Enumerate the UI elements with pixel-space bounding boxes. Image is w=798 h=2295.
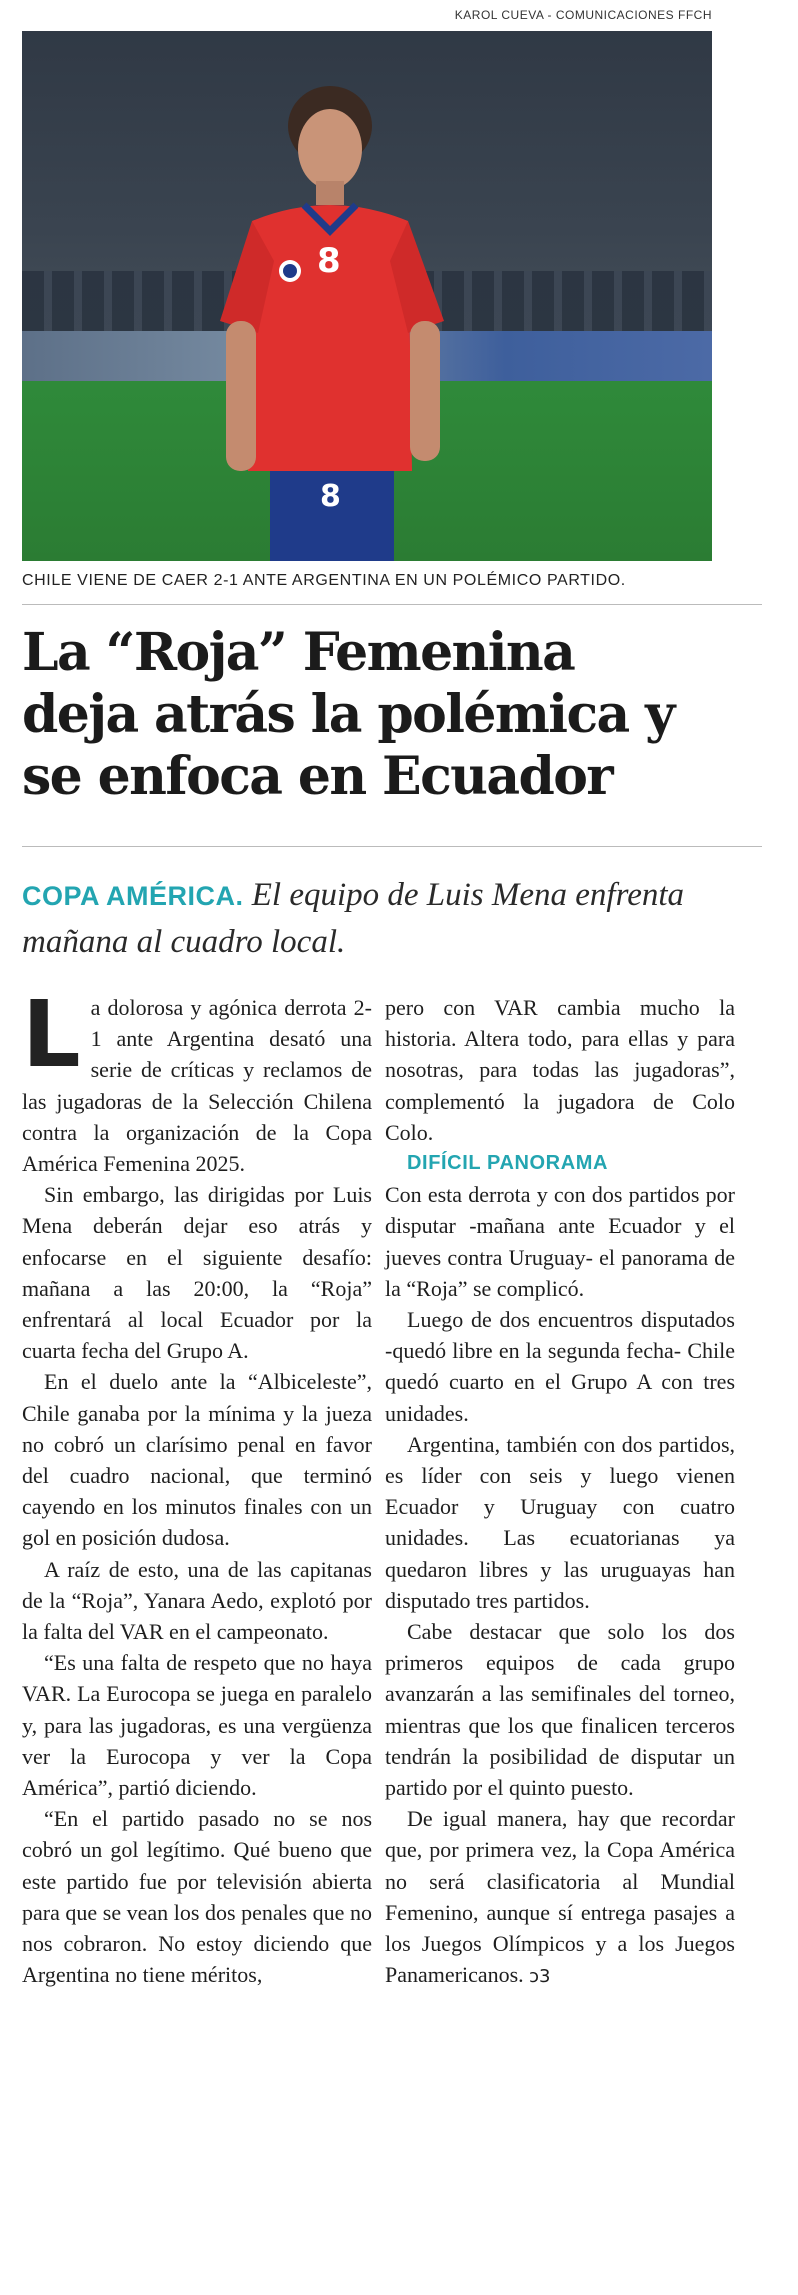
jersey-number: 8 [317, 241, 341, 281]
body-column-right [385, 992, 735, 1993]
body-paragraph: En el duelo ante la “Albiceleste”, Chile ganaba por la mínima y la jueza no cobró un clarísimo penal en favor del cuadro nacional, que terminó cayendo en los minutos finales con un gol en posición dudosa. [22, 1369, 372, 1551]
body-paragraph: Con esta derrota y con dos partidos por disputar -mañana ante Ecuador y el jueves contra Uruguay- el panorama de la “Roja” se complicó. [385, 1182, 735, 1301]
article-photo [22, 31, 712, 561]
photo-credit: KAROL CUEVA - COMUNICACIONES FFCH [454, 8, 712, 22]
end-mark-icon: ↄ3 [529, 1966, 551, 1988]
drop-cap: L [22, 981, 81, 1088]
body-column-left [22, 981, 372, 1991]
deck-text: El equipo de Luis Mena enfrenta mañana al cuadro local. [22, 877, 685, 960]
body-paragraph: Cabe destacar que solo los dos primeros equipos de cada grupo avanzarán a las semifinales del torneo, mientras que los que finalicen terceros tendrán la posibilidad de disputar un partido por el quinto puesto. [385, 1619, 735, 1801]
body-paragraph: La dolorosa y agónica derrota 2-1 ante Argentina desató una serie de críticas y reclamos de las jugadoras de la Selección Chilena contra la organización de la Copa América Femenina 2025. [22, 981, 372, 1177]
body-paragraph: De igual manera, hay que recordar que, por primera vez, la Copa América no será clasificatoria al Mundial Femenino, aunque sí entrega pasajes a los Juegos Olímpicos y a los Juegos Panamericanos. ↄ3 [385, 1806, 735, 1988]
body-paragraph: Sin embargo, las dirigidas por Luis Mena deberán dejar eso atrás y enfocarse en el siguiente desafío: mañana a las 20:00, la “Roja” enfrentará al local Ecuador por la cuarta fecha del Grupo A. [22, 1182, 372, 1364]
headline-divider [22, 846, 762, 847]
deck [22, 872, 762, 965]
section-subhead: DIFÍCIL PANORAMA [407, 1152, 609, 1175]
body-paragraph: Argentina, también con dos partidos, es líder con seis y luego vienen Ecuador y Uruguay con cuatro unidades. Las ecuatorianas ya quedaron libres y las uruguayas han disputado tres partidos. [385, 1431, 735, 1613]
headline [22, 622, 782, 808]
photo-caption: CHILE VIENE DE CAER 2-1 ANTE ARGENTINA EN UN POLÉMICO PARTIDO. [22, 572, 626, 589]
headline-line: se enfoca en Ecuador [22, 746, 613, 807]
shorts-number: 8 [320, 479, 341, 514]
deck-kicker: COPA AMÉRICA. [22, 881, 244, 911]
body-paragraph: pero con VAR cambia mucho la historia. Altera todo, para ellas y para nosotras, para todas las jugadoras”, complementó la jugadora de Colo Colo. [385, 995, 735, 1145]
caption-divider [22, 604, 762, 605]
body-paragraph: A raíz de esto, una de las capitanas de la “Roja”, Yanara Aedo, explotó por la falta del VAR en el campeonato. [22, 1556, 372, 1645]
body-paragraph: “Es una falta de respeto que no haya VAR. La Eurocopa se juega en paralelo y, para las jugadoras, es una vergüenza ver la Eurocopa y ver la Copa América”, partió diciendo. [22, 1650, 372, 1801]
body-paragraph: Luego de dos encuentros disputados -quedó libre en la segunda fecha- Chile quedó cuarto en el Grupo A con tres unidades. [385, 1307, 735, 1426]
body-paragraph: “En el partido pasado no se nos cobró un gol legítimo. Qué bueno que este partido fue por televisión abierta para que se vean los dos penales que no nos cobraron. No estoy diciendo que Argentina no tiene méritos, [22, 1806, 372, 1988]
headline-line: La “Roja” Femenina [22, 622, 575, 683]
headline-line: deja atrás la polémica y [22, 684, 674, 745]
